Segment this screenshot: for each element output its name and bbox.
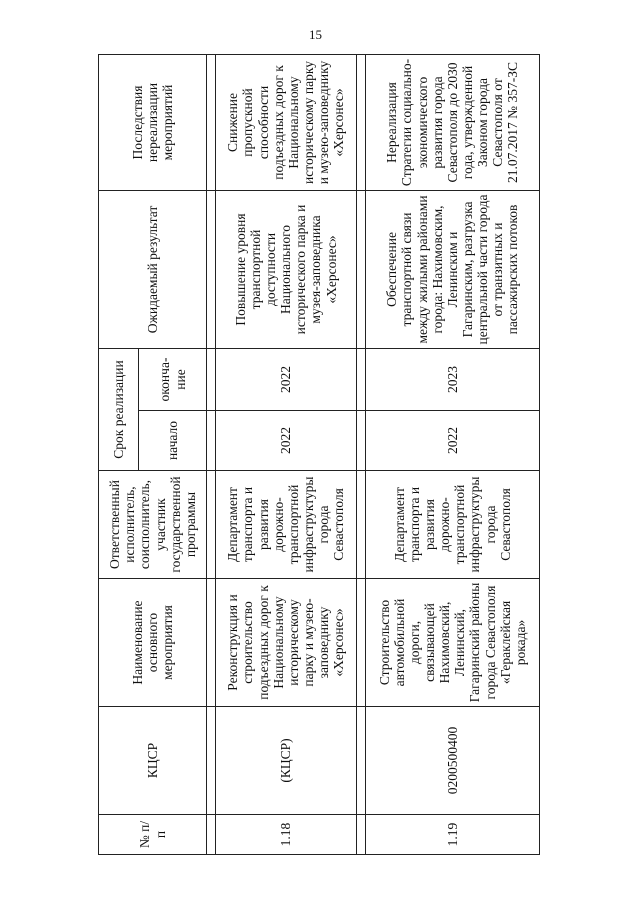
spacer-cell	[207, 815, 216, 855]
header-term-start: начало	[139, 411, 207, 471]
cell-result: Обеспечение транспортной связи между жилыми районами города: Нахимовским, Ленинским и Гагаринским, разгрузка центральной части города от транзитных и пассажирских потоков	[365, 190, 539, 348]
spacer-cell	[207, 707, 216, 815]
cell-responsible: Департамент транспорта и развития дорожно-транспортной инфраструктуры города Севастополя	[216, 471, 357, 579]
measures-table	[98, 54, 540, 855]
spacer-cell	[207, 471, 216, 579]
header-term: Срок реализации	[99, 348, 139, 470]
spacer-cell	[356, 190, 365, 348]
page-number: 15	[309, 27, 322, 42]
table-row	[216, 54, 357, 854]
cell-name: Реконструкция и строительство подъездных дорог к Национальному историческому парку и музею-заповеднику «Херсонес»	[216, 579, 357, 707]
header-num: № п/п	[99, 815, 207, 855]
header-name: Наименование основного мероприятия	[99, 579, 207, 707]
spacer-row	[356, 54, 365, 854]
spacer-cell	[207, 411, 216, 471]
cell-num: 1.19	[365, 815, 539, 855]
header-consequences: Последствия нереализации мероприятий	[99, 54, 207, 190]
header-result: Ожидаемый результат	[99, 190, 207, 348]
cell-num: 1.18	[216, 815, 357, 855]
cell-start: 2022	[365, 411, 539, 471]
spacer-row	[207, 54, 216, 854]
spacer-cell	[356, 54, 365, 190]
cell-responsible: Департамент транспорта и развития дорожно-транспортной инфраструктуры города Севастополя	[365, 471, 539, 579]
cell-consequences: Нереализация Стратегии социально-экономического развития города Севастополя до 2030 года, утвержденной Законом города Севастополя от 21.07.2017 № 357-ЗС	[365, 54, 539, 190]
cell-result: Повышение уровня транспортной доступности Национального исторического парка и музея-заповедника «Херсонес»	[216, 190, 357, 348]
header-row-1	[99, 54, 139, 854]
spacer-cell	[207, 190, 216, 348]
cell-start: 2022	[216, 411, 357, 471]
spacer-cell	[356, 471, 365, 579]
cell-end: 2023	[365, 348, 539, 410]
header-term-end: оконча-ние	[139, 348, 207, 410]
spacer-cell	[207, 579, 216, 707]
spacer-cell	[356, 348, 365, 410]
cell-name: Строительство автомобильной дороги, связывающей Нахимовский, Ленинский, Гагаринский районы города Севастополя «Гераклейская рокада»	[365, 579, 539, 707]
cell-kcsr: (КЦСР)	[216, 707, 357, 815]
spacer-cell	[356, 411, 365, 471]
cell-consequences: Снижение пропускной способности подъездных дорог к Национальному историческому парку и музею-заповеднику «Херсонес»	[216, 54, 357, 190]
header-responsible: Ответственный исполнитель, соисполнитель, участник государственной программы	[99, 471, 207, 579]
spacer-cell	[356, 815, 365, 855]
spacer-cell	[356, 579, 365, 707]
spacer-cell	[356, 707, 365, 815]
table-row	[365, 54, 539, 854]
spacer-cell	[207, 348, 216, 410]
rotated-table-container	[98, 55, 540, 855]
cell-end: 2022	[216, 348, 357, 410]
cell-kcsr: 0200500400	[365, 707, 539, 815]
spacer-cell	[207, 54, 216, 190]
header-kcsr: КЦСР	[99, 707, 207, 815]
